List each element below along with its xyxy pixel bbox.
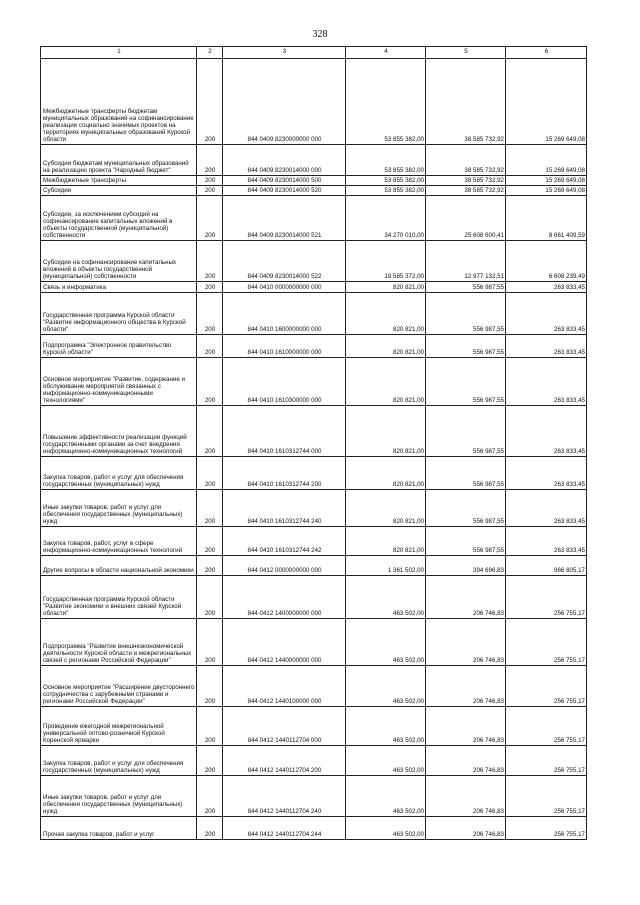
- row-approved: 463 502,00: [346, 619, 426, 666]
- row-unexecuted: 15 269 649,08: [506, 145, 587, 176]
- row-unexecuted: 8 661 409,59: [506, 196, 587, 241]
- row-approved: 820 821,00: [346, 406, 426, 457]
- row-unexecuted: 256 755,17: [506, 817, 587, 840]
- column-header-1: 1: [41, 47, 197, 59]
- row-kbk: 844 0412 1440112704 000: [223, 707, 346, 746]
- row-executed: 394 696,83: [426, 556, 506, 576]
- row-executed: 556 987,55: [426, 282, 506, 293]
- row-kbk: 844 0410 1610312744 242: [223, 527, 346, 556]
- row-approved: 463 502,00: [346, 666, 426, 707]
- row-executed: 206 746,83: [426, 666, 506, 707]
- row-code: 200: [197, 707, 223, 746]
- row-unexecuted: 263 833,45: [506, 293, 587, 335]
- row-executed: 206 746,83: [426, 746, 506, 776]
- row-approved: 19 585 372,00: [346, 241, 426, 282]
- table-body: [41, 59, 587, 840]
- row-name: Связь и информатика: [41, 282, 197, 293]
- row-kbk: 844 0412 1440112704 240: [223, 776, 346, 817]
- row-unexecuted: 15 269 649,08: [506, 186, 587, 196]
- row-code: 200: [197, 776, 223, 817]
- row-code: 200: [197, 335, 223, 358]
- row-kbk: 844 0412 1440112704 200: [223, 746, 346, 776]
- header-row: [41, 47, 587, 59]
- row-executed: 38 585 732,92: [426, 176, 506, 186]
- row-executed: 206 746,83: [426, 817, 506, 840]
- table-row: [41, 666, 587, 707]
- row-executed: 25 608 600,41: [426, 196, 506, 241]
- row-kbk: 844 0410 1610312744 240: [223, 490, 346, 527]
- row-executed: 206 746,83: [426, 707, 506, 746]
- row-executed: 206 746,83: [426, 776, 506, 817]
- row-name: Подпрограмма "Развитие внешнеэкономической деятельности Курской области и межрегиональных связей с регионами Российской Федерации": [41, 619, 197, 666]
- row-code: 200: [197, 186, 223, 196]
- row-executed: 12 977 132,51: [426, 241, 506, 282]
- table-row: [41, 282, 587, 293]
- row-name: Закупка товаров, работ, услуг в сфере информационно-коммуникационных технологий: [41, 527, 197, 556]
- row-executed: 556 987,55: [426, 527, 506, 556]
- row-code: 200: [197, 358, 223, 406]
- row-code: 200: [197, 490, 223, 527]
- table-row: [41, 241, 587, 282]
- row-executed: 206 746,83: [426, 576, 506, 619]
- row-kbk: 844 0410 1610312744 200: [223, 457, 346, 490]
- column-header-6: 6: [506, 47, 587, 59]
- row-unexecuted: 15 269 649,08: [506, 59, 587, 145]
- row-executed: 556 987,55: [426, 293, 506, 335]
- row-kbk: 844 0410 1600000000 000: [223, 293, 346, 335]
- row-executed: 206 746,83: [426, 619, 506, 666]
- row-unexecuted: 256 755,17: [506, 776, 587, 817]
- row-code: 200: [197, 457, 223, 490]
- table-row: [41, 707, 587, 746]
- row-name: Закупка товаров, работ и услуг для обеспечения государственных (муниципальных) нужд: [41, 746, 197, 776]
- row-executed: 556 987,55: [426, 358, 506, 406]
- table-row: [41, 619, 587, 666]
- row-code: 200: [197, 576, 223, 619]
- row-unexecuted: 263 833,45: [506, 358, 587, 406]
- row-name: Межбюджетные трансферты: [41, 176, 197, 186]
- row-name: Субсидии бюджетам муниципальных образований на реализацию проекта "Народный бюджет": [41, 145, 197, 176]
- table-row: [41, 59, 587, 145]
- row-unexecuted: 263 833,45: [506, 335, 587, 358]
- row-unexecuted: 256 755,17: [506, 619, 587, 666]
- table-row: [41, 406, 587, 457]
- row-name: Субсидии на софинансирование капитальных вложений в объекты государственной (муниципальной) собственности: [41, 241, 197, 282]
- row-kbk: 844 0412 1400000000 000: [223, 576, 346, 619]
- table-row: [41, 176, 587, 186]
- row-unexecuted: 256 755,17: [506, 666, 587, 707]
- row-code: 200: [197, 293, 223, 335]
- column-header-2: 2: [197, 47, 223, 59]
- row-code: 200: [197, 59, 223, 145]
- row-approved: 820 821,00: [346, 490, 426, 527]
- row-kbk: 844 0409 8230014000 521: [223, 196, 346, 241]
- row-name: Межбюджетные трансферты бюджетам муниципальных образований на софинансирование реализации социально значимых проектов на территориях муниципальных образований Курской области: [41, 59, 197, 145]
- row-kbk: 844 0409 8230014000 520: [223, 186, 346, 196]
- table-row: [41, 490, 587, 527]
- row-name: Повышение эффективности реализации функций государственными органами за счет внедрения информационно-коммуникационных технологий: [41, 406, 197, 457]
- budget-table: [40, 46, 587, 840]
- row-executed: 556 987,55: [426, 335, 506, 358]
- row-kbk: 844 0410 1610300000 000: [223, 358, 346, 406]
- row-name: Другие вопросы в области национальной экономики: [41, 556, 197, 576]
- row-executed: 556 987,55: [426, 457, 506, 490]
- row-kbk: 844 0410 1610312744 000: [223, 406, 346, 457]
- row-approved: 463 502,00: [346, 707, 426, 746]
- table-row: [41, 556, 587, 576]
- column-header-4: 4: [346, 47, 426, 59]
- row-approved: 820 821,00: [346, 293, 426, 335]
- row-name: Иные закупки товаров, работ и услуг для обеспечения государственных (муниципальных) нужд: [41, 776, 197, 817]
- row-name: Прочая закупка товаров, работ и услуг: [41, 817, 197, 840]
- row-code: 200: [197, 817, 223, 840]
- column-header-5: 5: [426, 47, 506, 59]
- row-approved: 53 855 382,00: [346, 186, 426, 196]
- row-code: 200: [197, 666, 223, 707]
- column-header-3: 3: [223, 47, 346, 59]
- row-kbk: 844 0409 8230014000 500: [223, 176, 346, 186]
- row-approved: 820 821,00: [346, 358, 426, 406]
- row-kbk: 844 0409 8230014000 000: [223, 145, 346, 176]
- table-row: [41, 196, 587, 241]
- row-unexecuted: 263 833,45: [506, 406, 587, 457]
- row-executed: 38 585 732,92: [426, 186, 506, 196]
- row-unexecuted: 263 833,45: [506, 282, 587, 293]
- row-approved: 53 855 382,00: [346, 145, 426, 176]
- row-code: 200: [197, 282, 223, 293]
- row-kbk: 844 0412 1440112704 244: [223, 817, 346, 840]
- row-name: Проведение ежегодной межрегиональной универсальной оптово-розничной Курской Коренской ярмарки: [41, 707, 197, 746]
- row-approved: 53 855 382,00: [346, 176, 426, 186]
- row-unexecuted: 15 269 649,08: [506, 176, 587, 186]
- row-name: Основное мероприятие "Расширение двустороннего сотрудничества с зарубежными странами и регионами Российской Федерации": [41, 666, 197, 707]
- table-row: [41, 776, 587, 817]
- row-executed: 38 585 732,92: [426, 145, 506, 176]
- row-unexecuted: 263 833,45: [506, 527, 587, 556]
- row-name: Субсидии: [41, 186, 197, 196]
- row-name: Подпрограмма "Электронное правительство Курской области": [41, 335, 197, 358]
- row-kbk: 844 0409 8230000000 000: [223, 59, 346, 145]
- row-kbk: 844 0409 8230014000 522: [223, 241, 346, 282]
- row-unexecuted: 263 833,45: [506, 457, 587, 490]
- table-row: [41, 293, 587, 335]
- page-number: 328: [312, 29, 328, 40]
- row-unexecuted: 256 755,17: [506, 746, 587, 776]
- row-kbk: 844 0412 1440000000 000: [223, 619, 346, 666]
- row-approved: 820 821,00: [346, 457, 426, 490]
- row-approved: 463 502,00: [346, 817, 426, 840]
- row-name: Государственная программа Курской области "Развитие экономики и внешних связей Курской области": [41, 576, 197, 619]
- row-name: Иные закупки товаров, работ и услуг для обеспечения государственных (муниципальных) нужд: [41, 490, 197, 527]
- row-name: Основное мероприятие "Развитие, содержание и обслуживание мероприятий связанных с информационно-коммуникационными технологиями": [41, 358, 197, 406]
- table-row: [41, 335, 587, 358]
- row-unexecuted: 263 833,45: [506, 490, 587, 527]
- row-executed: 556 987,55: [426, 490, 506, 527]
- row-code: 200: [197, 556, 223, 576]
- row-approved: 1 361 502,00: [346, 556, 426, 576]
- table-row: [41, 186, 587, 196]
- row-code: 200: [197, 176, 223, 186]
- row-approved: 820 821,00: [346, 527, 426, 556]
- row-name: Закупка товаров, работ и услуг для обеспечения государственных (муниципальных) нужд: [41, 457, 197, 490]
- row-approved: 53 855 382,00: [346, 59, 426, 145]
- table-row: [41, 145, 587, 176]
- row-code: 200: [197, 527, 223, 556]
- row-executed: 38 585 732,92: [426, 59, 506, 145]
- row-kbk: 844 0412 0000000000 000: [223, 556, 346, 576]
- table-row: [41, 527, 587, 556]
- table-row: [41, 817, 587, 840]
- row-code: 200: [197, 145, 223, 176]
- row-approved: 820 821,00: [346, 282, 426, 293]
- row-code: 200: [197, 241, 223, 282]
- row-code: 200: [197, 619, 223, 666]
- table-row: [41, 457, 587, 490]
- row-approved: 34 270 010,00: [346, 196, 426, 241]
- row-approved: 463 502,00: [346, 776, 426, 817]
- row-executed: 556 987,55: [426, 406, 506, 457]
- table-header: [41, 47, 587, 59]
- row-unexecuted: 6 608 239,49: [506, 241, 587, 282]
- table-row: [41, 358, 587, 406]
- row-code: 200: [197, 406, 223, 457]
- row-unexecuted: 966 805,17: [506, 556, 587, 576]
- row-approved: 463 502,00: [346, 746, 426, 776]
- row-approved: 820 821,00: [346, 335, 426, 358]
- row-kbk: 844 0410 1610000000 000: [223, 335, 346, 358]
- row-kbk: 844 0412 1440100000 000: [223, 666, 346, 707]
- row-code: 200: [197, 746, 223, 776]
- row-unexecuted: 256 755,17: [506, 576, 587, 619]
- row-name: Государственная программа Курской области "Развитие информационного общества в Курской области": [41, 293, 197, 335]
- row-kbk: 844 0410 0000000000 000: [223, 282, 346, 293]
- row-name: Субсидии, за исключением субсидий на софинансирование капитальных вложений в объекты государственной (муниципальной) собственности: [41, 196, 197, 241]
- table-row: [41, 746, 587, 776]
- row-code: 200: [197, 196, 223, 241]
- table-row: [41, 576, 587, 619]
- row-approved: 463 502,00: [346, 576, 426, 619]
- row-unexecuted: 256 755,17: [506, 707, 587, 746]
